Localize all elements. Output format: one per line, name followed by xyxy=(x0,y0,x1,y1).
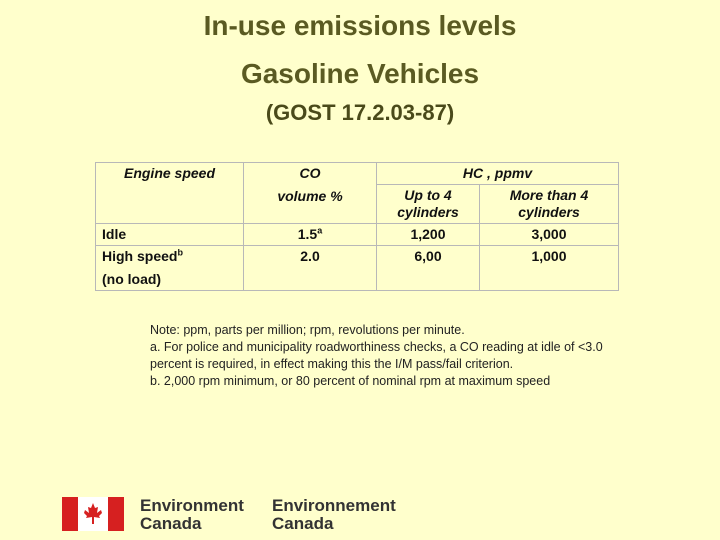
header-co xyxy=(244,163,377,224)
table-header-row xyxy=(96,163,619,185)
row-hc-more-than-4: 3,000 xyxy=(480,224,619,246)
header-hc-up-to-4: Up to 4 cylinders xyxy=(377,185,480,224)
note-b: b. 2,000 rpm minimum, or 80 percent of nominal rpm at maximum speed xyxy=(150,374,551,388)
brand-french: Environnement Canada xyxy=(272,496,396,533)
header-engine-speed: Engine speed xyxy=(96,163,244,224)
emissions-table xyxy=(95,162,619,291)
row-hc-more-than-4: 1,000 xyxy=(480,246,619,291)
header-hc-more-than-4: More than 4 cylinders xyxy=(480,185,619,224)
header-co-label: CO xyxy=(299,165,321,181)
header-co-unit: volume % xyxy=(277,188,343,204)
row-co: 1.5$^a$ xyxy=(244,224,377,246)
row-label: Idle xyxy=(96,224,244,246)
standard-reference: (GOST 17.2.03-87) xyxy=(265,100,455,125)
footnotes xyxy=(150,322,640,390)
table-row xyxy=(96,224,619,246)
header-hc: HC , ppmv xyxy=(377,163,619,185)
page-title: In-use emissions levels xyxy=(203,10,517,41)
note-general: Note: ppm, parts per million; rpm, revolutions per minute. xyxy=(150,323,465,337)
row-co: 2.0 xyxy=(244,246,377,291)
row-hc-up-to-4: 1,200 xyxy=(377,224,480,246)
brand-english: Environment Canada xyxy=(140,496,244,533)
canada-flag-icon xyxy=(62,497,124,531)
row-label: High speed$^b$ (no load) xyxy=(96,246,244,291)
row-hc-up-to-4: 6,00 xyxy=(377,246,480,291)
row-label-note: (no load) xyxy=(102,271,162,287)
table-row xyxy=(96,246,619,291)
note-a: a. For police and municipality roadworthiness checks, a CO reading at idle of <3.0 percent is required, in effect making this the I/M pass/fail criterion. xyxy=(150,340,603,371)
page-subtitle: Gasoline Vehicles xyxy=(240,58,480,89)
